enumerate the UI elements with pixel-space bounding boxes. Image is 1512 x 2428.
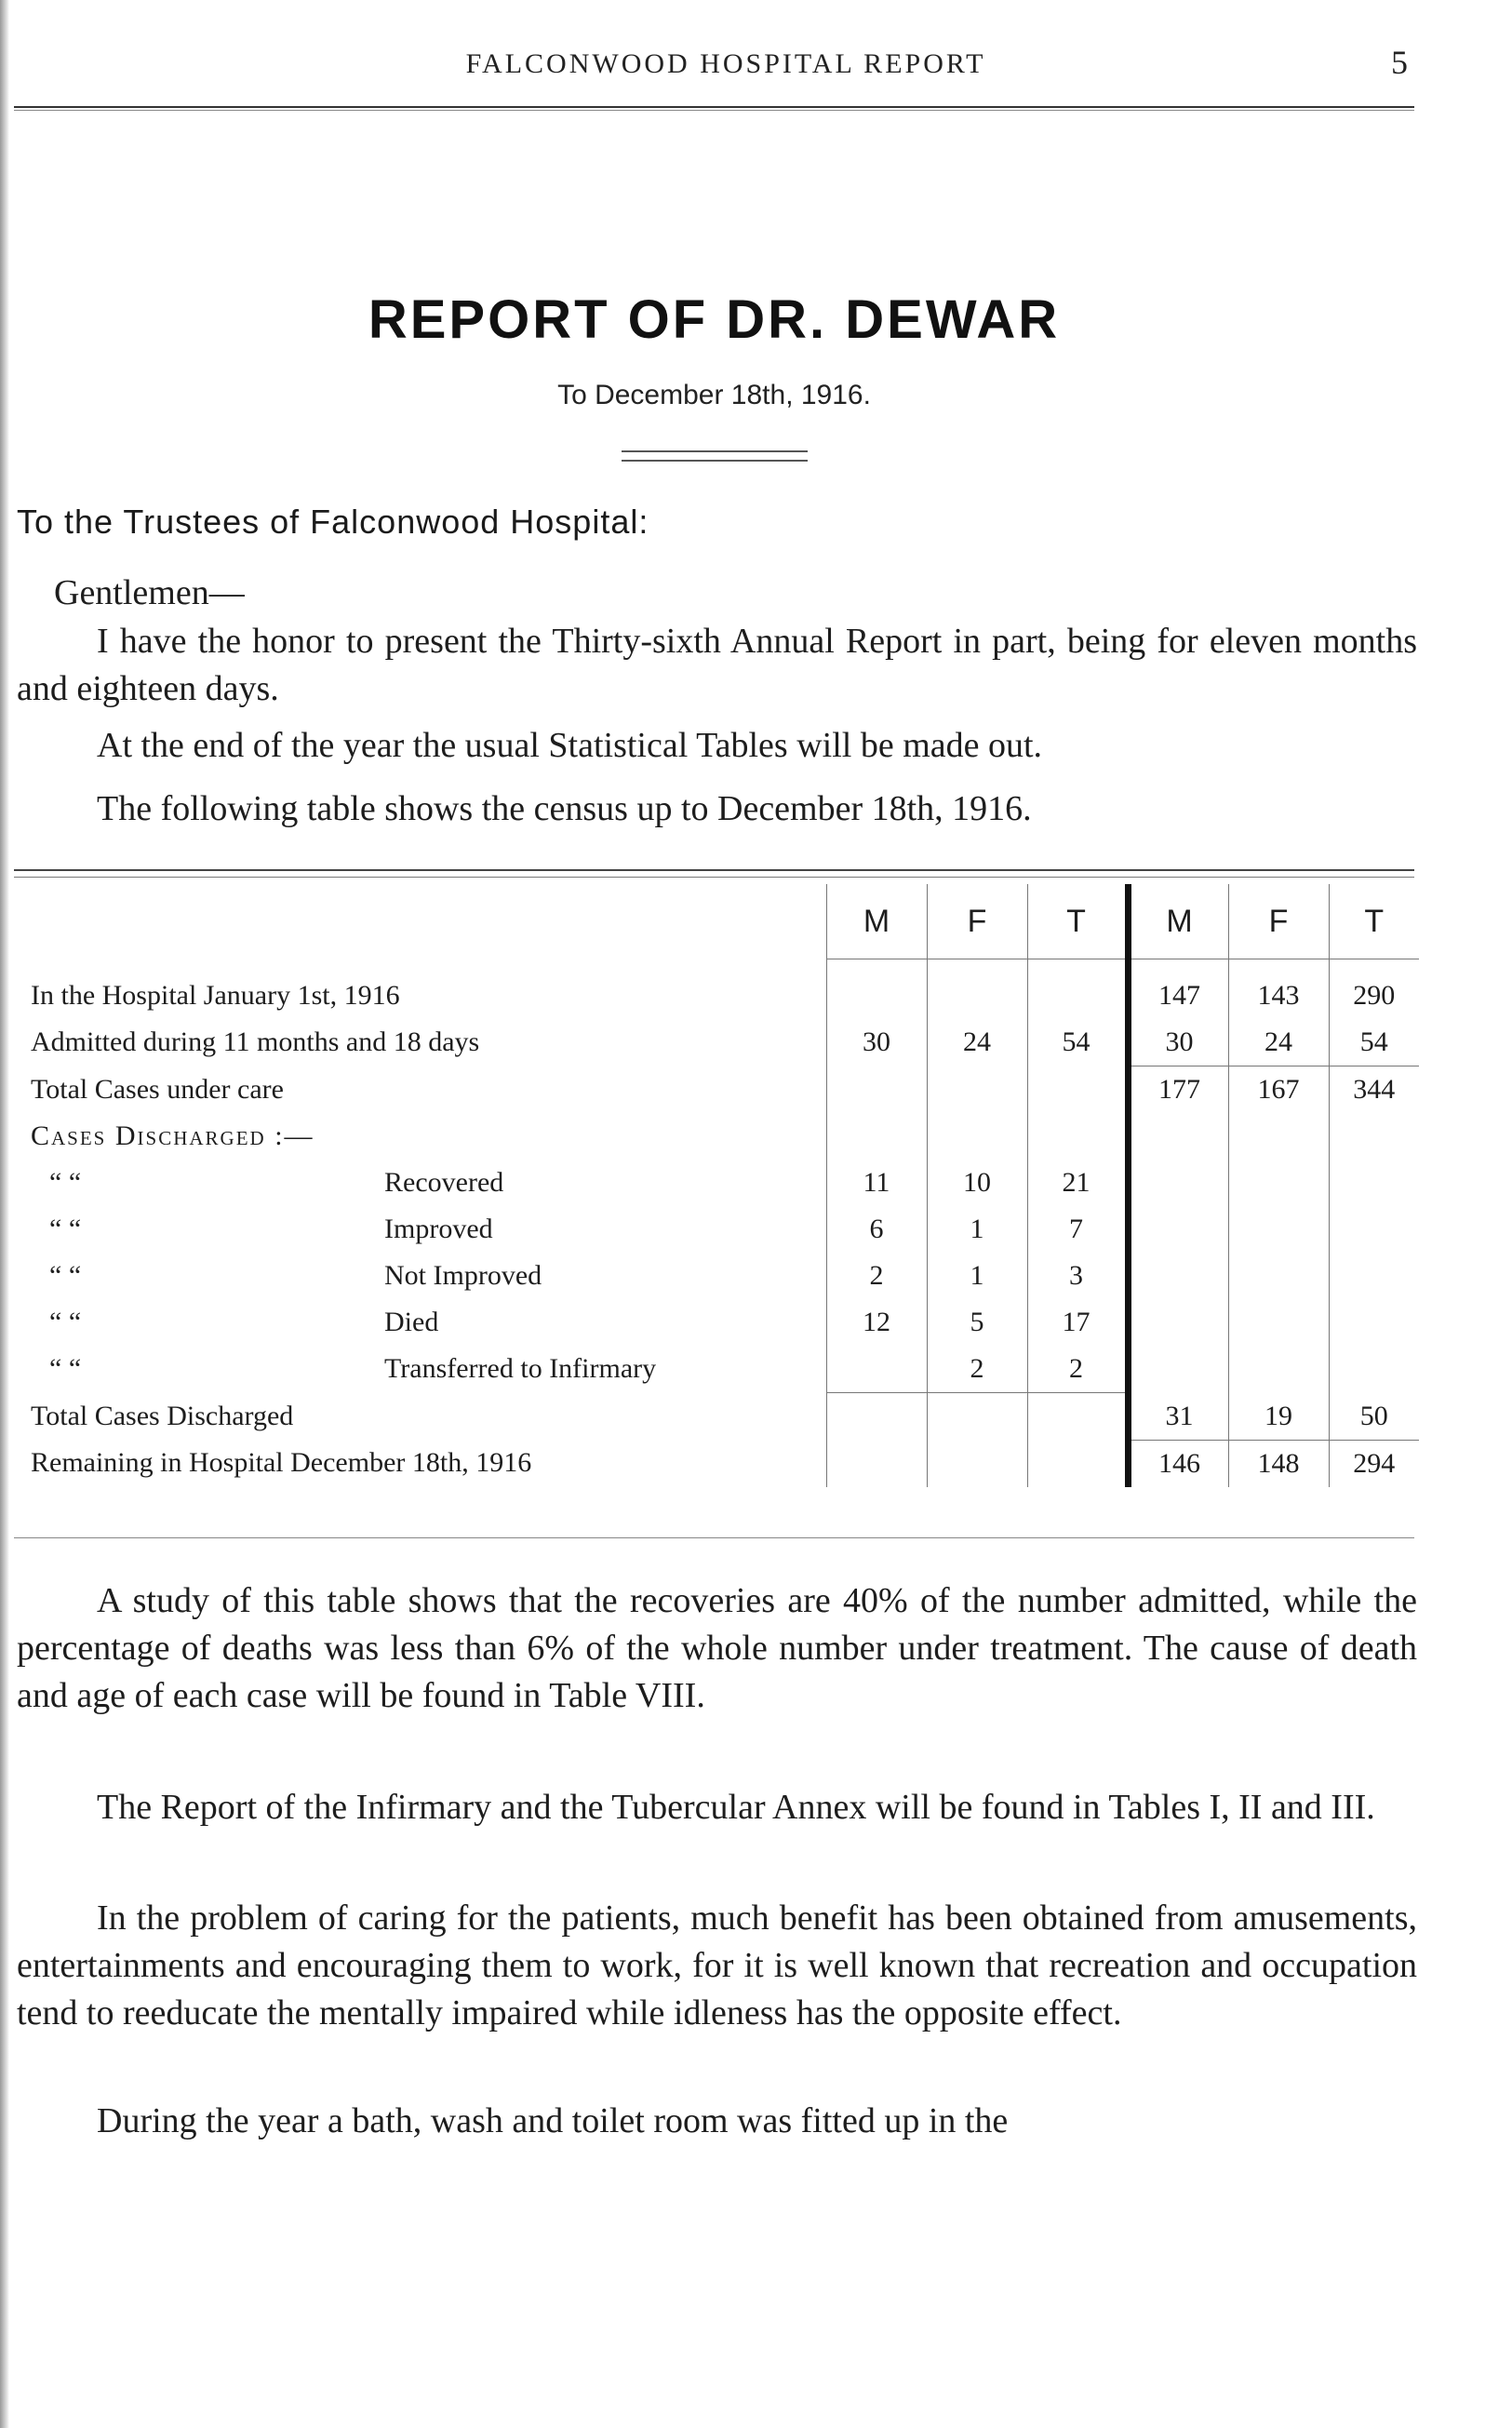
ditto-marks: “ “ <box>49 1307 82 1337</box>
cell-value: 146 <box>1128 1440 1228 1487</box>
row-label: Died <box>384 1307 439 1337</box>
table-row <box>14 1253 1419 1299</box>
ditto-marks: “ “ <box>49 1260 82 1291</box>
cell-value: 12 <box>826 1299 927 1346</box>
cell-value: 31 <box>1128 1393 1228 1441</box>
row-label: Remaining in Hospital December 18th, 1916 <box>31 1447 532 1479</box>
table-header-row <box>14 884 1419 959</box>
running-title: FALCONWOOD HOSPITAL REPORT <box>465 48 986 79</box>
body-paragraph-2: The Report of the Infirmary and the Tubercular Annex will be found in Tables I, II and III. <box>97 1788 1375 1827</box>
intro-paragraph-2: At the end of the year the usual Statistical Tables will be made out. <box>97 726 1043 765</box>
cell-value: 294 <box>1329 1440 1419 1487</box>
cell-value <box>826 1066 927 1114</box>
table-row <box>14 1440 1419 1487</box>
cell-value: 2 <box>826 1253 927 1299</box>
cell-value: 5 <box>927 1299 1027 1346</box>
ditto-marks: “ “ <box>49 1353 82 1385</box>
cell-value: 54 <box>1027 1019 1128 1066</box>
col-header-t: T <box>1027 884 1128 959</box>
cell-value: 11 <box>826 1160 927 1206</box>
cell-value: 19 <box>1228 1393 1329 1441</box>
cell-value: 50 <box>1329 1393 1419 1441</box>
table-top-rule <box>14 869 1414 878</box>
body-paragraph-3: In the problem of caring for the patients, much benefit has been obtained from amusements, entertainments and encouraging them to work, for it is well known that recreation and occupation tend to reeducate the mentally impaired while idleness has the opposite effect. <box>17 1898 1417 2032</box>
title-divider <box>622 450 808 462</box>
cell-value <box>826 973 927 1019</box>
table-row <box>14 1393 1419 1441</box>
row-label: Not Improved <box>384 1260 542 1291</box>
row-label: Total Cases under care <box>31 1073 284 1105</box>
col-header-m: M <box>826 884 927 959</box>
cell-value: 7 <box>1027 1206 1128 1253</box>
ditto-marks: “ “ <box>49 1214 82 1244</box>
cell-value: 147 <box>1128 973 1228 1019</box>
row-label: Transferred to Infirmary <box>384 1353 657 1385</box>
body-paragraph-4: During the year a bath, wash and toilet room was fitted up in the <box>97 2101 1009 2140</box>
binding-shadow <box>0 0 9 2428</box>
row-label: Admitted during 11 months and 18 days <box>31 1026 480 1058</box>
col-header-m: M <box>1128 884 1228 959</box>
cell-value: 17 <box>1027 1299 1128 1346</box>
cell-value: 10 <box>927 1160 1027 1206</box>
cell-value: 290 <box>1329 973 1419 1019</box>
census-table <box>14 884 1419 1487</box>
intro-paragraph-3: The following table shows the census up to December 18th, 1916. <box>97 789 1032 828</box>
cell-value: 143 <box>1228 973 1329 1019</box>
table-bottom-rule <box>14 1537 1414 1538</box>
intro-paragraph-1: I have the honor to present the Thirty-sixth Annual Report in part, being for eleven months and eighteen days. <box>17 622 1417 708</box>
page-number: 5 <box>1391 44 1408 81</box>
table-row <box>14 1299 1419 1346</box>
report-date: To December 18th, 1916. <box>557 380 871 410</box>
row-label: Improved <box>384 1214 493 1244</box>
cell-value: 6 <box>826 1206 927 1253</box>
cell-value: 167 <box>1228 1066 1329 1114</box>
row-label: Recovered <box>384 1167 504 1198</box>
col-header-f: F <box>1228 884 1329 959</box>
table-row <box>14 973 1419 1019</box>
cell-value: 30 <box>826 1019 927 1066</box>
cell-value: 21 <box>1027 1160 1128 1206</box>
cell-value: 2 <box>1027 1346 1128 1393</box>
table-header-blank <box>14 884 826 959</box>
cell-value: 1 <box>927 1206 1027 1253</box>
cell-value: 177 <box>1128 1066 1228 1114</box>
row-label: Total Cases Discharged <box>31 1400 294 1431</box>
body-paragraph-1: A study of this table shows that the recoveries are 40% of the number admitted, while the percentage of deaths was less than 6% of the whole number under treatment. The cause of death and age of each case will be found in Table VIII. <box>17 1581 1417 1715</box>
cell-value <box>1027 973 1128 1019</box>
cell-value: 24 <box>927 1019 1027 1066</box>
row-label: In the Hospital January 1st, 1916 <box>31 980 400 1011</box>
table-row <box>14 1113 1419 1160</box>
cell-value: 30 <box>1128 1019 1228 1066</box>
cell-value <box>1027 1066 1128 1114</box>
cell-value: 2 <box>927 1346 1027 1393</box>
col-header-f: F <box>927 884 1027 959</box>
table-row <box>14 1206 1419 1253</box>
cell-value <box>826 1346 927 1393</box>
discharged-heading: Cases Discharged :— <box>31 1120 314 1151</box>
header-rule <box>14 106 1414 111</box>
cell-value: 54 <box>1329 1019 1419 1066</box>
col-header-t: T <box>1329 884 1419 959</box>
salutation: To the Trustees of Falconwood Hospital: <box>17 503 649 541</box>
cell-value: 148 <box>1228 1440 1329 1487</box>
table-row <box>14 1160 1419 1206</box>
cell-value <box>927 1066 1027 1114</box>
ditto-marks: “ “ <box>49 1167 82 1198</box>
cell-value: 24 <box>1228 1019 1329 1066</box>
cell-value: 1 <box>927 1253 1027 1299</box>
report-title: REPORT OF DR. DEWAR <box>368 289 1061 350</box>
greeting: Gentlemen— <box>54 573 245 612</box>
table-row <box>14 1066 1419 1114</box>
cell-value <box>927 973 1027 1019</box>
cell-value: 344 <box>1329 1066 1419 1114</box>
table-row <box>14 1346 1419 1393</box>
table-row <box>14 1019 1419 1066</box>
cell-value: 3 <box>1027 1253 1128 1299</box>
